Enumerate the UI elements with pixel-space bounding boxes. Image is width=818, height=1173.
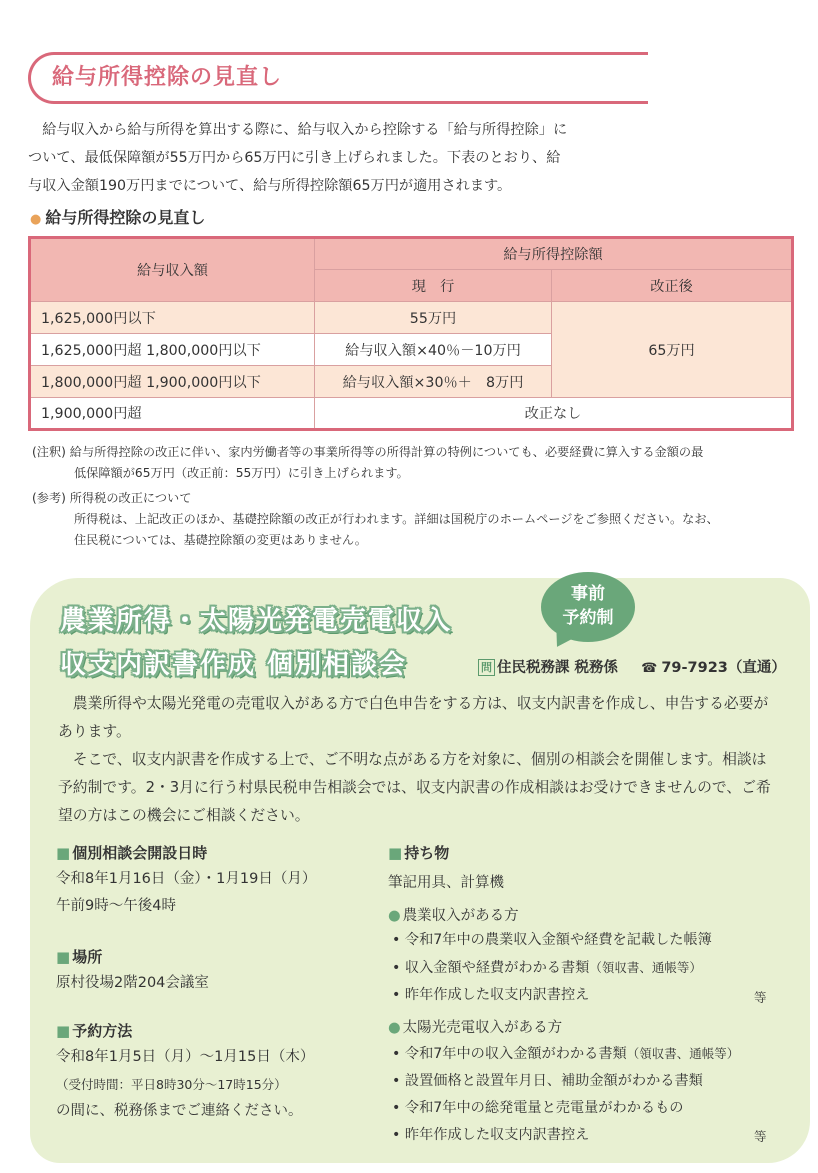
list-item [392, 927, 782, 954]
income-cell: 1,800,000円超 1,900,000円以下 [30, 366, 315, 398]
agri-heading-text: 農業収入がある方 [402, 908, 519, 924]
reserve-heading [56, 1020, 132, 1041]
income-cell: 1,625,000円以下 [30, 302, 315, 334]
section1-title: 給与所得控除の見直し [52, 65, 283, 90]
section1-para-line3: 与収入金額190万円までについて、給与所得控除額65万円が適用されます。 [28, 178, 512, 194]
solar-etc: 等 [754, 1129, 767, 1144]
agri-heading [388, 904, 519, 925]
square-bullet-icon: ■ [56, 948, 71, 966]
agri-etc: 等 [754, 990, 767, 1005]
place-heading [56, 946, 102, 967]
section1-para-line2: ついて、最低保障額が55万円から65万円に引き上げられました。下表のとおり、給 [28, 150, 561, 166]
list-item [392, 1068, 782, 1095]
solar-item-2: 設置価格と設置年月日、補助金額がわかる書類 [404, 1073, 703, 1089]
solar-heading-text: 太陽光売電収入がある方 [402, 1020, 563, 1036]
note-reference [32, 488, 802, 551]
consultation-title-line1: 農業所得・太陽光発電売電収入 [60, 606, 453, 636]
income-cell: 1,900,000円超 [30, 398, 315, 430]
agri-item-3: 昨年作成した収支内訳書控え [404, 987, 590, 1003]
schedule-info [56, 866, 316, 920]
current-cell: 55万円 [314, 302, 551, 334]
consultation-paragraph [58, 690, 780, 830]
solar-item-1-note: （領収書、通帳等） [626, 1046, 740, 1061]
note2-title: 所得税の改正について [69, 491, 192, 505]
header-current: 現 行 [314, 270, 551, 302]
solar-item-3: 令和7年中の総発電量と売電量がわかるもの [404, 1100, 684, 1116]
reserve-info [56, 1044, 314, 1125]
table-subheading [30, 205, 205, 228]
square-bullet-icon: ■ [388, 844, 403, 862]
solar-heading [388, 1016, 562, 1037]
schedule-heading-text: 個別相談会開設日時 [72, 844, 208, 862]
agri-item-1: 令和7年中の農業収入金額や経費を記載した帳簿 [404, 932, 712, 948]
green-dot-icon: ● [388, 1020, 401, 1036]
schedule-time: 午前9時～午後4時 [56, 898, 176, 914]
place-heading-text: 場所 [72, 948, 103, 966]
header-income: 給与収入額 [30, 238, 315, 302]
revised-cell: 65万円 [552, 302, 793, 398]
list-item [392, 954, 782, 982]
note1-line1: 給与所得控除の改正に伴い、家内労働者等の事業所得等の所得計算の特例についても、必要経費に算入する金額の最 [69, 445, 704, 459]
contact-info [478, 656, 786, 677]
note2-label: (参考) [32, 491, 66, 505]
reservation-badge [541, 572, 635, 642]
list-item [392, 1095, 782, 1122]
note2-line1: 所得税は、上記改正のほか、基礎控除額の改正が行われます。詳細は国税庁のホームページをご参照ください。なお、 [74, 512, 719, 526]
consultation-para1: 農業所得や太陽光発電の売電収入がある方で白色申告をする方は、収支内訳書を作成し、申告する必要があります。 [58, 695, 769, 740]
consultation-title-line2: 収支内訳書作成 個別相談会 [60, 650, 408, 680]
header-deduction: 給与所得控除額 [314, 238, 792, 270]
reserve-dates: 令和8年1月5日（月）～1月15日（木） [56, 1049, 315, 1065]
solar-item-list [392, 1040, 782, 1149]
header-revised: 改正後 [552, 270, 793, 302]
deduction-table [28, 236, 794, 431]
note1-line2: 低保障額が65万円（改正前：55万円）に引き上げられます。 [74, 466, 409, 480]
agri-item-list [392, 927, 782, 1009]
contact-dept: 住民税務課 税務係 [497, 660, 619, 676]
current-cell: 給与収入額×30％＋ 8万円 [314, 366, 551, 398]
reserve-hours: （受付時間：平日8時30分～17時15分） [56, 1077, 287, 1092]
schedule-dates: 令和8年1月16日（金）・1月19日（月） [56, 871, 317, 887]
square-bullet-icon: ■ [56, 844, 71, 862]
list-item [392, 1122, 782, 1149]
bring-heading-text: 持ち物 [404, 844, 450, 862]
table-row [30, 302, 793, 334]
place-value: 原村役場2階204会議室 [56, 975, 209, 991]
list-item [392, 1040, 782, 1068]
section1-para-line1: 給与収入から給与所得を算出する際に、給与収入から控除する「給与所得控除」に [42, 122, 568, 138]
badge-line2: 予約制 [562, 608, 614, 628]
no-change-cell: 改正なし [314, 398, 792, 430]
solar-item-1: 令和7年中の収入金額がわかる書類 [404, 1046, 627, 1062]
note-annotation [32, 442, 802, 484]
agri-item-2: 収入金額や経費がわかる書類 [404, 960, 590, 976]
phone-icon: ☎ [641, 661, 658, 676]
reserve-heading-text: 予約方法 [72, 1022, 133, 1040]
note1-label: (注釈) [32, 445, 66, 459]
inquiry-tag-icon: 問 [478, 659, 495, 676]
badge-line1: 事前 [571, 584, 605, 604]
income-cell: 1,625,000円超 1,800,000円以下 [30, 334, 315, 366]
orange-dot-icon: ● [30, 212, 42, 227]
bring-common: 筆記用具、計算機 [388, 875, 504, 891]
note2-line2: 住民税については、基礎控除額の変更はありません。 [74, 533, 367, 547]
list-item [392, 982, 782, 1009]
square-bullet-icon: ■ [56, 1022, 71, 1040]
table-row [30, 398, 793, 430]
schedule-heading [56, 842, 207, 863]
solar-item-4: 昨年作成した収支内訳書控え [404, 1127, 590, 1143]
green-dot-icon: ● [388, 908, 401, 924]
consultation-para2: そこで、収支内訳書を作成する上で、ご不明な点がある方を対象に、個別の相談会を開催します。相談は予約制です。2・3月に行う村県民税申告相談会では、収支内訳書の作成相談はお受けできませんので、ご希望の方はこの機会にご相談ください。 [58, 751, 771, 824]
bring-heading [388, 842, 449, 863]
table-subheading-text: 給与所得控除の見直し [45, 208, 206, 227]
reserve-note: の間に、税務係までご連絡ください。 [56, 1103, 303, 1119]
section1-paragraph [28, 116, 638, 200]
agri-item-2-note: （領収書、通帳等） [589, 960, 702, 975]
current-cell: 給与収入額×40％－10万円 [314, 334, 551, 366]
contact-phone: 79-7923（直通） [661, 660, 786, 676]
